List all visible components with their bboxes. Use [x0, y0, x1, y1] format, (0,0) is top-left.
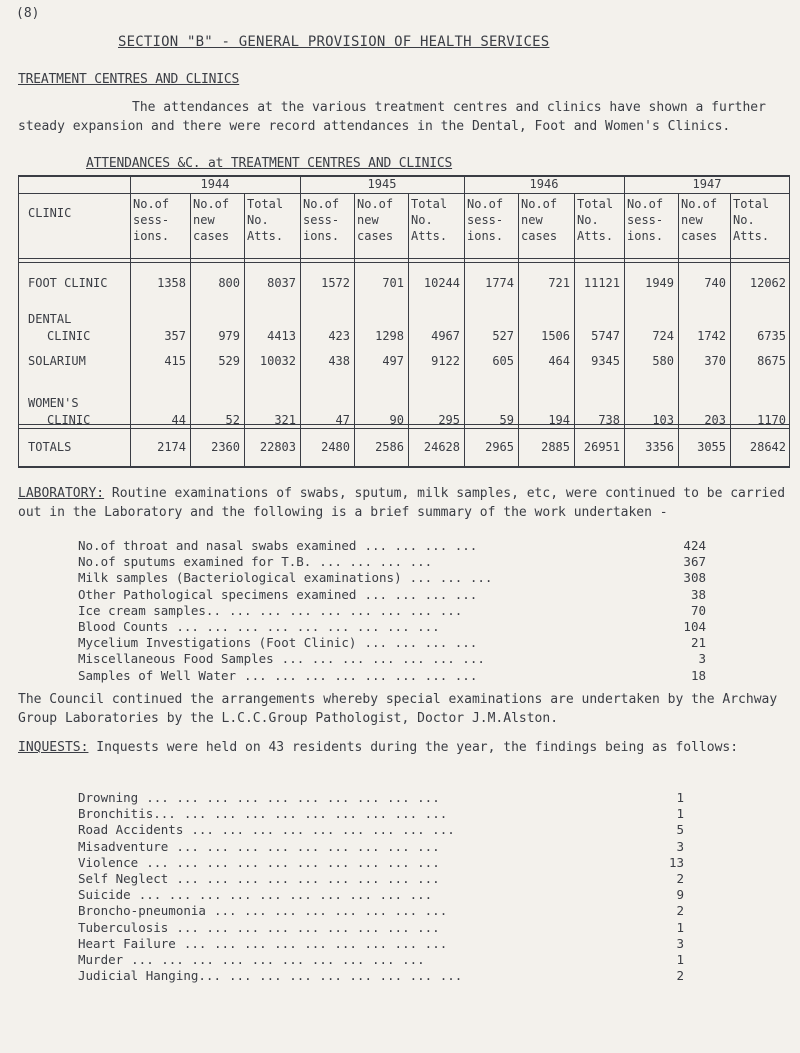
list-item-value: 1 [676, 919, 684, 935]
table-column-header [357, 196, 407, 244]
table-column-header-line: No.of [193, 197, 230, 211]
list-item-value: 1 [676, 806, 684, 822]
list-item-leader: ... ... ... ... ... ... ... ... [229, 968, 463, 984]
list-item-leader: ... ... ... ... ... ... ... ... ... [183, 806, 448, 822]
table-column-header-line: sess- [627, 213, 664, 227]
list-item-leader: ... ... ... ... ... ... ... [281, 651, 485, 667]
list-item-value: 2 [676, 968, 684, 984]
table-cell: 1170 [757, 413, 786, 427]
list-item-leader: ... ... ... ... ... ... ... ... [229, 602, 463, 618]
table-column-header-line: No. [577, 213, 599, 227]
table-rule [789, 175, 790, 468]
list-item-leader: ... ... ... ... ... ... ... ... ... [176, 838, 440, 854]
table-cell: 295 [438, 413, 460, 427]
table-cell: 357 [164, 329, 186, 343]
list-item-leader: ... ... ... ... [319, 554, 433, 570]
table-column-header [467, 196, 517, 244]
table-cell: 4967 [431, 329, 460, 343]
table-cell: 90 [389, 413, 404, 427]
table-row-name [28, 275, 128, 292]
list-item [78, 903, 684, 919]
table-cell: 8675 [757, 354, 786, 368]
table-cell: 464 [548, 354, 570, 368]
list-item-value: 70 [690, 602, 706, 618]
table-cell: 738 [598, 413, 620, 427]
table-totals-cell: 2586 [375, 440, 404, 454]
list-item-leader: ... ... ... ... ... ... ... ... [244, 667, 478, 683]
table-column-header-line: sess- [133, 213, 170, 227]
table-column-header-line: Total [733, 197, 770, 211]
inquests-paragraph [18, 738, 788, 757]
table-header-year: 1947 [692, 177, 722, 191]
table-cell: 605 [492, 354, 514, 368]
table-cell: 800 [218, 276, 240, 290]
list-item-label: Murder [78, 951, 124, 967]
attendance-table [18, 175, 790, 468]
table-header-year: 1944 [200, 177, 230, 191]
table-column-header-line: No.of [303, 197, 340, 211]
table-cell: 103 [652, 413, 674, 427]
list-item-label: No.of throat and nasal swabs examined [78, 538, 357, 553]
table-row-name-line: WOMEN'S [28, 396, 79, 410]
table-rule [18, 258, 790, 259]
table-caption: ATTENDANCES &C. at TREATMENT CENTRES AND CLINICS [86, 156, 453, 171]
table-column-header-line: ions. [303, 229, 340, 243]
list-item-value: 5 [676, 822, 684, 838]
laboratory-list [78, 538, 706, 684]
table-row-name [28, 311, 128, 345]
table-column-header-line: cases [193, 229, 230, 243]
list-item-value: 1 [676, 790, 684, 805]
list-item [78, 618, 706, 635]
list-item-leader: ... ... ... ... ... ... ... ... ... [191, 822, 455, 838]
table-header-year: 1945 [367, 177, 397, 191]
table-cell: 1298 [375, 329, 404, 343]
table-cell: 1572 [321, 276, 350, 290]
table-cell: 438 [328, 354, 350, 368]
table-cell: 9122 [431, 354, 460, 368]
list-item [78, 870, 684, 887]
list-item [78, 554, 706, 570]
table-cell: 580 [652, 354, 674, 368]
list-item-label: Self Neglect [78, 870, 169, 886]
list-item-value: 13 [668, 854, 684, 870]
table-cell: 203 [704, 413, 726, 427]
table-column-header-line: No. [733, 213, 755, 227]
table-totals-cell: 2360 [211, 440, 240, 454]
list-item-label: Misadventure [78, 838, 169, 854]
table-cell: 979 [218, 329, 240, 343]
list-item-leader: ... ... ... ... ... ... ... ... ... [176, 919, 440, 935]
list-item-label: Mycelium Investigations (Foot Clinic) [78, 635, 357, 651]
list-item-label: Road Accidents [78, 822, 184, 838]
laboratory-heading: LABORATORY: [18, 486, 105, 501]
list-item-label: Violence [78, 854, 139, 870]
list-item [78, 790, 684, 806]
list-item [78, 838, 684, 855]
list-item-leader: ... ... ... ... ... ... ... ... ... ... [138, 887, 433, 903]
list-item-label: Ice cream samples.. [78, 602, 221, 618]
table-totals-cell: 2174 [157, 440, 186, 454]
inquests-list [78, 790, 684, 984]
table-column-header-line: No.of [521, 197, 558, 211]
list-item [78, 651, 706, 667]
laboratory-intro: Routine examinations of swabs, sputum, milk samples, etc, were continued to be carried out in the Laboratory and the following is a brief summary of the work undertaken - [18, 486, 786, 520]
list-item-label: Tuberculosis [78, 919, 169, 935]
table-cell: 415 [164, 354, 186, 368]
list-item-value: 367 [683, 554, 706, 570]
table-cell: 423 [328, 329, 350, 343]
table-column-header [303, 196, 353, 244]
treatment-paragraph [18, 98, 788, 136]
table-column-header [627, 196, 677, 244]
table-column-header [577, 196, 623, 244]
table-header-clinic: CLINIC [28, 206, 72, 220]
list-item-label: Miscellaneous Food Samples [78, 651, 274, 667]
list-item-value: 3 [676, 838, 684, 854]
list-item-label: Other Pathological specimens examined [78, 586, 357, 602]
inquests-intro: Inquests were held on 43 residents during the year, the findings being as follows: [96, 740, 739, 755]
table-header-year: 1946 [529, 177, 559, 191]
table-cell: 724 [652, 329, 674, 343]
list-item-value: 21 [690, 635, 706, 651]
list-item-value: 38 [690, 586, 706, 602]
table-cell: 1506 [541, 329, 570, 343]
table-cell: 4413 [267, 329, 296, 343]
table-rule [18, 262, 790, 263]
table-column-header-line: new [521, 213, 543, 227]
table-cell: 721 [548, 276, 570, 290]
table-rule [18, 175, 19, 468]
table-cell: 321 [274, 413, 296, 427]
list-item-label: Suicide [78, 887, 131, 903]
table-cell: 1949 [645, 276, 674, 290]
table-column-header-line: No.of [681, 197, 718, 211]
table-column-header-line: cases [521, 229, 558, 243]
table-column-header [411, 196, 463, 244]
laboratory-closing: The Council continued the arrangements whereby special examinations are undertaken by the Archway Group Laboratories by the L.C.C.Group Pathologist, Doctor J.M.Alston. [18, 692, 778, 726]
table-column-header-line: ions. [467, 229, 504, 243]
table-column-header-line: new [193, 213, 215, 227]
table-cell: 10244 [423, 276, 460, 290]
table-column-header-line: new [681, 213, 703, 227]
list-item-value: 3 [676, 935, 684, 951]
table-cell: 52 [225, 413, 240, 427]
list-item-leader: ... ... ... ... ... ... ... ... [213, 903, 448, 919]
table-column-header [133, 196, 189, 244]
table-cell: 1774 [485, 276, 514, 290]
list-item [78, 919, 684, 936]
table-cell: 497 [382, 354, 404, 368]
list-item-value: 1 [676, 951, 684, 967]
table-cell: 11121 [583, 276, 620, 290]
list-item [78, 538, 706, 554]
table-rule [18, 466, 790, 468]
table-column-header-line: new [357, 213, 379, 227]
table-column-header-line: Total [247, 197, 284, 211]
table-column-header-line: No. [247, 213, 269, 227]
list-item-value: 424 [683, 538, 706, 553]
list-item-leader: ... ... ... ... ... ... ... ... ... [183, 935, 448, 951]
list-item-value: 2 [676, 870, 684, 886]
table-cell: 59 [499, 413, 514, 427]
list-item-label: Bronchitis... [78, 806, 176, 822]
section-title: SECTION "B" - GENERAL PROVISION OF HEALTH SERVICES [118, 34, 550, 50]
table-cell: 6735 [757, 329, 786, 343]
list-item-label: Broncho-pneumonia [78, 903, 206, 919]
table-column-header-line: sess- [467, 213, 504, 227]
table-column-header-line: No.of [357, 197, 394, 211]
table-column-header [521, 196, 573, 244]
table-row-name-line: DENTAL [28, 312, 72, 326]
list-item-leader: ... ... ... ... [364, 586, 478, 602]
table-cell: 529 [218, 354, 240, 368]
list-item [78, 935, 684, 952]
list-item-leader: ... ... ... ... [364, 635, 478, 651]
table-cell: 701 [382, 276, 404, 290]
table-column-header [193, 196, 243, 244]
table-cell: 9345 [591, 354, 620, 368]
list-item-value: 308 [683, 570, 706, 586]
table-totals-cell: 2885 [541, 440, 570, 454]
list-item-value: 2 [676, 903, 684, 919]
table-cell: 12062 [749, 276, 786, 290]
list-item [78, 854, 684, 871]
list-item-leader: ... ... ... ... [364, 538, 478, 553]
table-column-header-line: Total [411, 197, 448, 211]
list-item-leader: ... ... ... ... ... ... ... ... ... [176, 870, 440, 886]
table-row-name [28, 353, 128, 370]
list-item [78, 602, 706, 619]
list-item-leader: ... ... ... [409, 570, 493, 586]
table-row-name-line: CLINIC [47, 329, 91, 343]
table-column-header [247, 196, 299, 244]
list-item [78, 667, 706, 684]
table-totals-cell: 3356 [645, 440, 674, 454]
list-item-label: Heart Failure [78, 935, 176, 951]
table-column-header-line: Total [577, 197, 614, 211]
list-item [78, 968, 684, 984]
table-totals-cell: 2965 [485, 440, 514, 454]
table-column-header-line: Atts. [577, 229, 614, 243]
list-item [78, 586, 706, 603]
table-row-name-line: SOLARIUM [28, 354, 86, 368]
list-item-label: Samples of Well Water [78, 667, 237, 683]
table-row-name [28, 395, 128, 429]
list-item-value: 18 [690, 667, 706, 683]
list-item [78, 822, 684, 838]
page-number: (8) [16, 6, 40, 21]
table-column-header-line: ions. [133, 229, 170, 243]
table-cell: 194 [548, 413, 570, 427]
table-cell: 1358 [157, 276, 186, 290]
list-item [78, 570, 706, 586]
table-column-header-line: cases [357, 229, 394, 243]
table-column-header-line: No.of [133, 197, 170, 211]
table-column-header [733, 196, 789, 244]
table-column-header-line: cases [681, 229, 718, 243]
list-item-leader: ... ... ... ... ... ... ... ... ... ... [146, 854, 440, 870]
list-item-leader: ... ... ... ... ... ... ... ... ... [176, 618, 440, 634]
list-item-label: Blood Counts [78, 618, 169, 634]
table-totals-cell: 22803 [259, 440, 296, 454]
table-cell: 44 [171, 413, 186, 427]
list-item-leader: ... ... ... ... ... ... ... ... ... ... [146, 790, 440, 805]
table-cell: 5747 [591, 329, 620, 343]
table-column-header-line: Atts. [411, 229, 448, 243]
table-totals-label: TOTALS [28, 440, 72, 454]
table-totals-cell: 2480 [321, 440, 350, 454]
list-item [78, 887, 684, 903]
list-item [78, 635, 706, 651]
table-column-header-line: Atts. [733, 229, 770, 243]
table-column-header-line: sess- [303, 213, 340, 227]
table-column-header-line: ions. [627, 229, 664, 243]
list-item-value: 104 [683, 618, 706, 634]
treatment-heading: TREATMENT CENTRES AND CLINICS [18, 72, 240, 87]
table-row-name-line: FOOT CLINIC [28, 276, 108, 290]
list-item-label: No.of sputums examined for T.B. [78, 554, 312, 570]
table-cell: 47 [335, 413, 350, 427]
list-item-label: Drowning [78, 790, 139, 805]
list-item-label: Milk samples (Bacteriological examinations) [78, 570, 402, 586]
table-totals-cell: 28642 [749, 440, 786, 454]
table-column-header-line: No.of [467, 197, 504, 211]
table-cell: 370 [704, 354, 726, 368]
table-column-header-line: No. [411, 213, 433, 227]
table-column-header-line: No.of [627, 197, 664, 211]
treatment-paragraph-text: The attendances at the various treatment centres and clinics have shown a further steady expansion and there were record attendances in the Dental, Foot and Women's Clinics. [18, 100, 766, 134]
table-totals-cell: 3055 [697, 440, 726, 454]
list-item-leader: ... ... ... ... ... ... ... ... ... ... [131, 951, 425, 967]
table-cell: 740 [704, 276, 726, 290]
list-item-label: Judicial Hanging... [78, 968, 221, 984]
laboratory-paragraph [18, 484, 788, 522]
list-item-value: 9 [676, 887, 684, 903]
list-item [78, 806, 684, 822]
table-row-name-line: CLINIC [47, 413, 91, 427]
list-item [78, 951, 684, 968]
table-cell: 10032 [259, 354, 296, 368]
table-totals-cell: 26951 [583, 440, 620, 454]
table-rule [18, 193, 790, 194]
table-totals-cell: 24628 [423, 440, 460, 454]
table-cell: 1742 [697, 329, 726, 343]
table-column-header-line: Atts. [247, 229, 284, 243]
table-column-header [681, 196, 729, 244]
table-cell: 527 [492, 329, 514, 343]
list-item-value: 3 [698, 651, 706, 667]
table-cell: 8037 [267, 276, 296, 290]
inquests-heading: INQUESTS: [18, 740, 89, 755]
